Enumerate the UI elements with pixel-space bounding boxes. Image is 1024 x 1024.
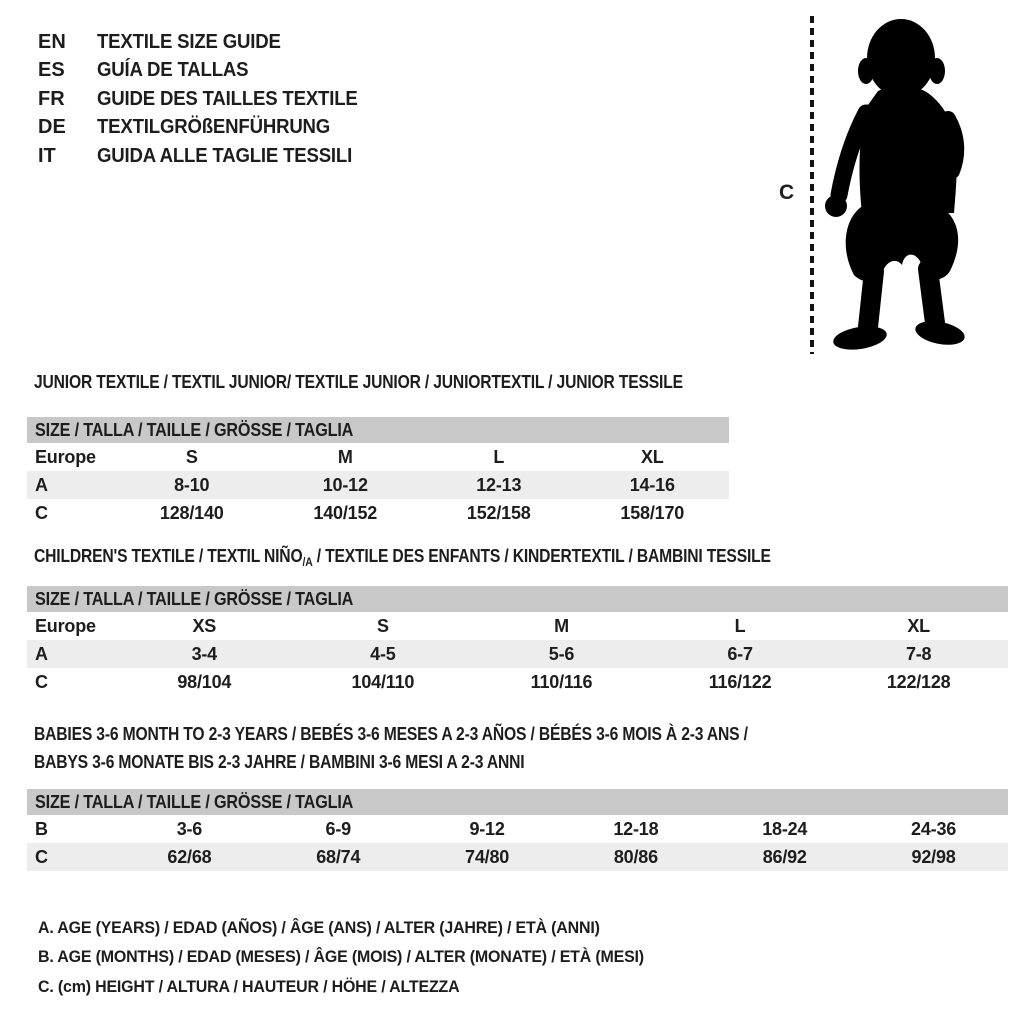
row-label: Europe [35, 615, 96, 636]
row-label: A [35, 474, 48, 495]
table-cell: S [185, 446, 198, 467]
row-label: A [35, 643, 48, 664]
babies-heading-line1: BABIES 3-6 MONTH TO 2-3 YEARS / BEBÉS 3-6 MESES A 2-3 AÑOS / BÉBÉS 3-6 MOIS À 2-3 ANS / [34, 724, 748, 744]
toddler-silhouette-icon [816, 13, 978, 358]
footnote-legend [38, 913, 683, 1002]
table-cell: 24-36 [911, 818, 957, 839]
table-cell: 7-8 [905, 643, 932, 664]
table-row-b [27, 815, 1008, 843]
table-cell: 140/152 [313, 502, 378, 523]
table-cell: 18-24 [762, 818, 808, 839]
babies-section-heading-line2 [34, 750, 598, 774]
row-label: B [35, 818, 48, 839]
table-cell: 122/128 [886, 671, 951, 692]
table-cell: L [493, 446, 505, 467]
table-cell: 3-4 [191, 643, 217, 664]
legend-line-c [38, 972, 683, 1002]
legend-line-a [38, 913, 683, 943]
junior-heading-text: JUNIOR TEXTILE / TEXTIL JUNIOR/ TEXTILE JUNIOR / JUNIORTEXTIL / JUNIOR TESSILE [34, 372, 683, 392]
language-row-en [38, 28, 458, 57]
children-heading-pre: CHILDREN'S TEXTILE / TEXTIL NIÑO [34, 546, 303, 566]
table-cell: 128/140 [159, 502, 224, 523]
language-list [38, 28, 458, 171]
language-code: FR [38, 87, 65, 110]
language-title: TEXTILE SIZE GUIDE [97, 30, 281, 53]
babies-section-heading [34, 722, 854, 746]
size-header-text: SIZE / TALLA / TAILLE / GRÖSSE / TAGLIA [35, 419, 354, 440]
table-row-c [27, 668, 1008, 696]
table-cell: 62/68 [167, 846, 212, 867]
language-code: DE [38, 116, 66, 139]
language-row-it [38, 142, 458, 171]
table-cell: 92/98 [911, 846, 956, 867]
table-row-a [27, 640, 1008, 668]
row-label: Europe [35, 446, 96, 467]
table-cell: 98/104 [177, 671, 232, 692]
legend-text: B. AGE (MONTHS) / EDAD (MESES) / ÂGE (MOIS) / ALTER (MONATE) / ETÀ (MESI) [38, 947, 644, 967]
children-heading-text [34, 544, 771, 570]
legend-text: C. (cm) HEIGHT / ALTURA / HAUTEUR / HÖHE / ALTEZZA [38, 976, 460, 996]
table-cell: 6-9 [325, 818, 351, 839]
language-code: ES [38, 59, 65, 82]
table-row-a [27, 471, 729, 499]
table-cell: XS [192, 615, 217, 636]
junior-section-heading [34, 370, 780, 394]
table-cell: 80/86 [613, 846, 658, 867]
table-row-c [27, 843, 1008, 871]
table-cell: M [337, 446, 353, 467]
table-cell: XL [907, 615, 930, 636]
table-cell: 6-7 [727, 643, 753, 664]
babies-table-header-bar [27, 789, 1008, 815]
children-heading-post: / TEXTILE DES ENFANTS / KINDERTEXTIL / BAMBINI TESSILE [312, 546, 771, 566]
table-row-europe [27, 443, 729, 471]
table-cell: 14-16 [629, 474, 675, 495]
row-label: C [35, 846, 48, 867]
table-cell: 5-6 [548, 643, 575, 664]
table-cell: 74/80 [465, 846, 510, 867]
legend-text: A. AGE (YEARS) / EDAD (AÑOS) / ÂGE (ANS) / ALTER (JAHRE) / ETÀ (ANNI) [38, 917, 600, 937]
row-label: C [35, 502, 48, 523]
table-cell: 86/92 [762, 846, 807, 867]
table-row-europe [27, 612, 1008, 640]
table-cell: 12-13 [476, 474, 522, 495]
table-cell: 8-10 [174, 474, 210, 495]
children-heading-subscript: /A [302, 555, 313, 569]
language-title: GUÍA DE TALLAS [97, 59, 249, 82]
babies-size-table [27, 789, 1008, 871]
table-cell: 9-12 [469, 818, 505, 839]
table-cell: 158/170 [620, 502, 685, 523]
table-cell: 110/116 [530, 671, 593, 692]
junior-table-header-bar [27, 417, 729, 443]
table-cell: L [734, 615, 746, 636]
junior-size-table [27, 417, 729, 527]
table-cell: S [376, 615, 389, 636]
row-label: C [35, 671, 48, 692]
language-title: GUIDA ALLE TAGLIE TESSILI [97, 144, 353, 167]
table-cell: 116/122 [708, 671, 772, 692]
babies-heading-line2: BABYS 3-6 MONATE BIS 2-3 JAHRE / BAMBINI 3-6 MESI A 2-3 ANNI [34, 752, 525, 772]
language-code: IT [38, 144, 56, 167]
children-section-heading [34, 544, 881, 570]
table-cell: XL [640, 446, 664, 467]
legend-line-b [38, 943, 683, 973]
height-measure-dotted-line [810, 16, 814, 354]
children-size-table [27, 586, 1008, 696]
language-row-de [38, 114, 458, 143]
language-title: GUIDE DES TAILLES TEXTILE [97, 87, 358, 110]
size-header-text: SIZE / TALLA / TAILLE / GRÖSSE / TAGLIA [35, 588, 354, 609]
language-row-es [38, 57, 458, 86]
table-cell: 152/158 [466, 502, 531, 523]
table-cell: M [554, 615, 569, 636]
language-row-fr [38, 85, 458, 114]
children-table-header-bar [27, 586, 1008, 612]
table-cell: 104/110 [351, 671, 415, 692]
size-header-text: SIZE / TALLA / TAILLE / GRÖSSE / TAGLIA [35, 791, 354, 812]
table-cell: 10-12 [322, 474, 368, 495]
language-code: EN [38, 30, 66, 53]
language-title: TEXTILGRÖßENFÜHRUNG [97, 116, 331, 139]
height-measure-label: C [779, 181, 795, 204]
table-cell: 12-18 [613, 818, 659, 839]
table-row-c [27, 499, 729, 527]
table-cell: 3-6 [176, 818, 203, 839]
table-cell: 4-5 [370, 643, 396, 664]
table-cell: 68/74 [316, 846, 361, 867]
